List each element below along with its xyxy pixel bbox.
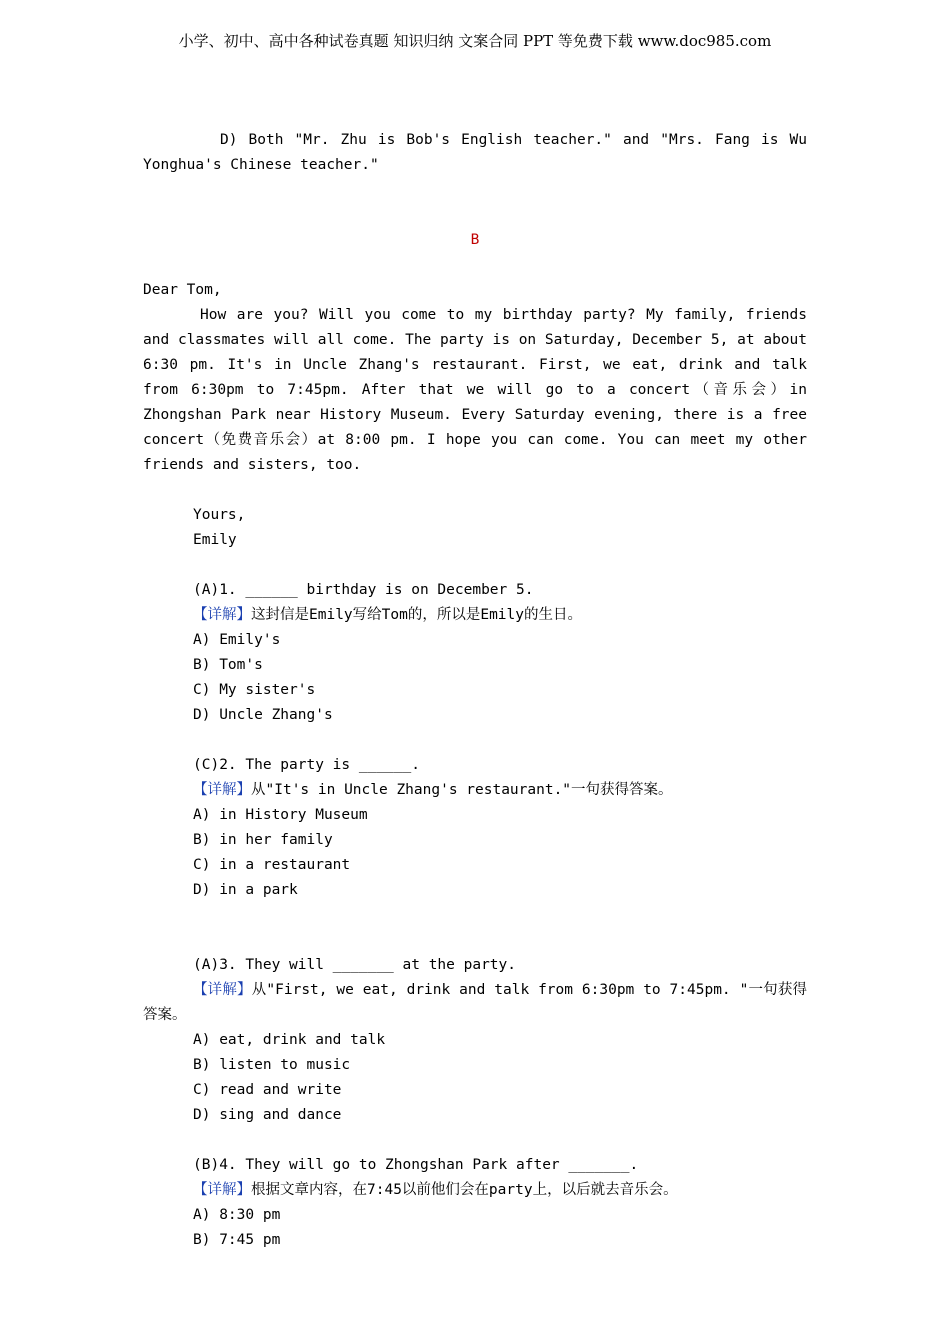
question-stem: (C)2. The party is ______. <box>193 757 420 773</box>
question-stem: (A)3. They will _______ at the party. <box>193 957 517 973</box>
question <box>143 578 807 728</box>
answer-option: B) 7:45 pm <box>193 1232 281 1248</box>
question <box>143 753 807 903</box>
page-header: 小学、初中、高中各种试卷真题 知识归纳 文案合同 PPT 等免费下载 www.doc985.com <box>178 32 772 50</box>
answer-option: D) sing and dance <box>193 1107 342 1123</box>
question-stem: (A)1. ______ birthday is on December 5. <box>193 582 534 598</box>
question <box>143 953 807 1128</box>
answer-option: A) in History Museum <box>193 807 368 823</box>
answer-option: B) Tom's <box>193 657 263 673</box>
answer-option: B) listen to music <box>193 1057 351 1073</box>
explain-tag: 【详解】 <box>193 607 251 623</box>
answer-option: C) My sister's <box>193 682 316 698</box>
answer-option: D) Uncle Zhang's <box>193 707 333 723</box>
question <box>143 1153 807 1253</box>
letter-body: How are you? Will you come to my birthday party? My family, friends and classmates will all come. The party is on Saturday, December 5, at about 6:30 pm. It's in Uncle Zhang's restaurant. First, we eat, drink and talk from 6:30pm to 7:45pm. After that we will go to a concert（音乐会）in Zhongshan Park near History Museum. Every Saturday evening, there is a free concert（免费音乐会）at 8:00 pm. I hope you can come. You can meet my other friends and sisters, too. <box>143 307 807 473</box>
letter-signature: Emily <box>193 532 237 548</box>
answer-option: C) read and write <box>193 1082 342 1098</box>
letter-closing: Yours, <box>193 507 246 523</box>
answer-option: B) in her family <box>193 832 333 848</box>
explain-tag: 【详解】 <box>193 782 251 798</box>
explain-text: 这封信是Emily写给Tom的，所以是Emily的生日。 <box>251 607 582 623</box>
document-body <box>143 128 807 1253</box>
answer-option: A) 8:30 pm <box>193 1207 281 1223</box>
letter-greeting: Dear Tom, <box>143 282 222 298</box>
previous-option: D) Both "Mr. Zhu is Bob's English teacher." and "Mrs. Fang is Wu Yonghua's Chinese teacher." <box>143 132 807 173</box>
explain-tag: 【详解】 <box>193 1182 251 1198</box>
section-heading: B <box>470 232 480 248</box>
answer-option: A) Emily's <box>193 632 281 648</box>
explain-text: 从"First, we eat, drink and talk from 6:30pm to 7:45pm. "一句获得答案。 <box>143 982 808 1023</box>
explain-text: 从"It's in Uncle Zhang's restaurant."一句获得答案。 <box>251 782 673 798</box>
explain-tag: 【详解】 <box>193 982 252 998</box>
answer-option: D) in a park <box>193 882 298 898</box>
explain-text: 根据文章内容，在7:45以前他们会在party上，以后就去音乐会。 <box>251 1182 678 1198</box>
question-stem: (B)4. They will go to Zhongshan Park after _______. <box>193 1157 639 1173</box>
answer-option: C) in a restaurant <box>193 857 351 873</box>
answer-option: A) eat, drink and talk <box>193 1032 386 1048</box>
